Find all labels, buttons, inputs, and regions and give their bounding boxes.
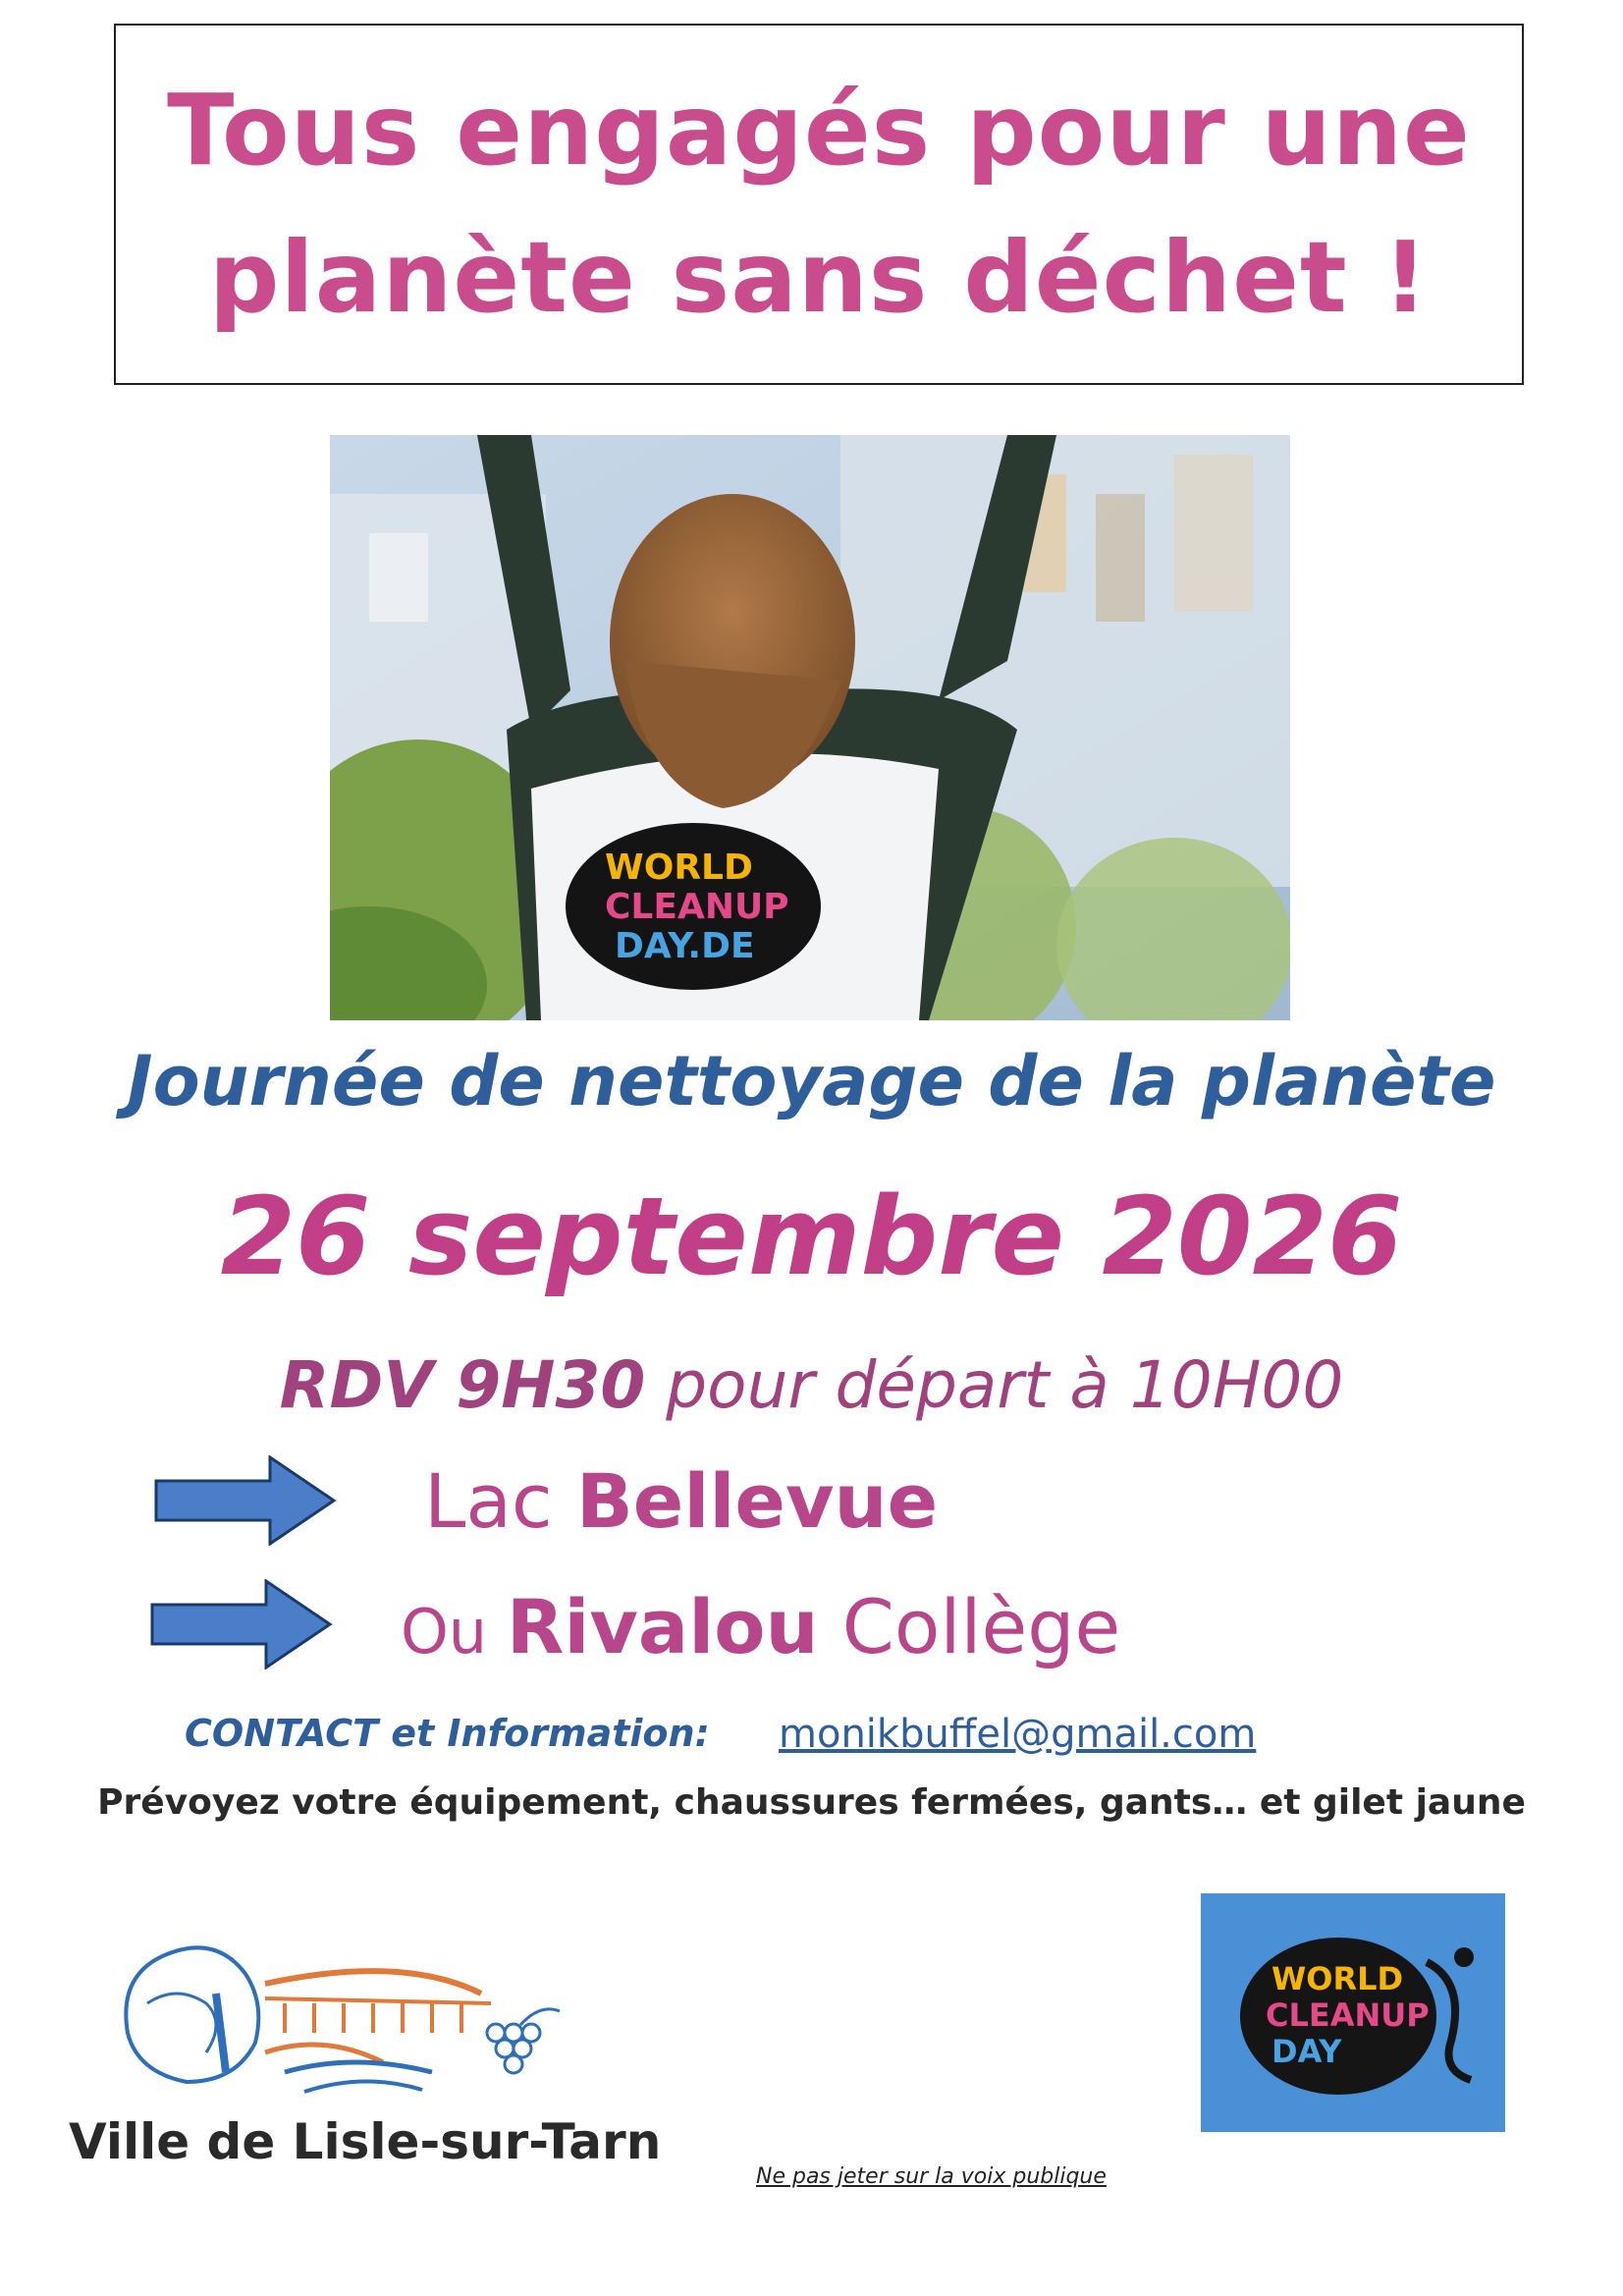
event-subtitle: Journée de nettoyage de la planète — [127, 1041, 1496, 1121]
equipment-note: Prévoyez votre équipement, chaussures fermées, gants… et gilet jaune — [97, 1782, 1526, 1823]
photo-logo-line-3: DAY.DE — [615, 926, 755, 966]
rdv-time: RDV 9H30 — [279, 1347, 646, 1423]
arrow-right-icon — [150, 1579, 333, 1669]
title-line-1: Tous engagés pour une — [167, 73, 1471, 188]
location-1-prefix: Lac — [424, 1457, 576, 1545]
location-1 — [424, 1457, 938, 1545]
hero-photo — [330, 435, 1290, 1020]
photo-logo-line-2: CLEANUP — [605, 887, 789, 927]
contact-label: CONTACT et Information: — [185, 1712, 710, 1755]
wcd-line-2: CLEANUP — [1266, 1996, 1430, 2034]
arrow-right-icon — [154, 1455, 337, 1546]
photo-logo-line-1: WORLD — [605, 847, 753, 888]
event-date: 26 septembre 2026 — [220, 1174, 1403, 1299]
event-rdv — [0, 1347, 1623, 1423]
rdv-departure: pour départ à 10H00 — [645, 1347, 1344, 1423]
world-cleanup-day-logo — [1201, 1893, 1505, 2132]
city-name: Ville de Lisle-sur-Tarn — [69, 2113, 662, 2170]
wcd-line-1: WORLD — [1271, 1960, 1404, 1997]
location-2-suffix: Collège — [818, 1583, 1121, 1670]
footer-note: Ne pas jeter sur la voix publique — [756, 2164, 1107, 2189]
location-2-prefix: Ou — [401, 1596, 507, 1667]
wcd-line-3: DAY — [1271, 2033, 1342, 2070]
title-box — [114, 24, 1524, 385]
location-2-name: Rivalou — [506, 1583, 819, 1670]
title-line-2: planète sans déchet ! — [208, 220, 1430, 335]
contact-email-link[interactable]: monikbuffel@gmail.com — [779, 1712, 1257, 1757]
location-2 — [401, 1583, 1120, 1670]
city-logo — [108, 1935, 579, 2111]
location-1-name: Bellevue — [575, 1457, 939, 1545]
